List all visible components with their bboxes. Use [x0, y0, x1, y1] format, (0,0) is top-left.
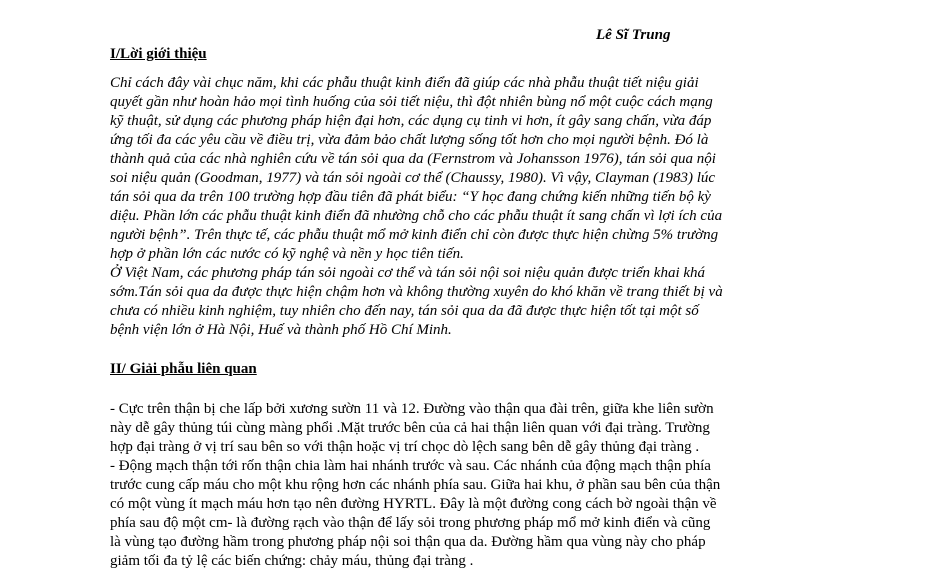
intro-line: ứng tối đa các yêu cầu về điều trị, vừa đảm bảo chất lượng sống tốt hơn cho mọi người bệnh. Đó là [110, 132, 709, 148]
intro-line: kỹ thuật, sử dụng các phương pháp hiện đại hơn, các dụng cụ tinh vi hơn, ít gây sang chấn, vừa đáp [110, 113, 712, 129]
section-heading-introduction: I/Lời giới thiệu [110, 46, 207, 62]
anatomy-line: này dễ gây thủng túi cùng màng phổi .Mặt trước bên của cả hai thận liên quan với đại tràng. Trường [110, 420, 710, 436]
intro-line: hợp ở phần lớn các nước có kỹ nghệ và nền y học tiên tiến. [110, 246, 464, 262]
artery-line: giảm tối đa tỷ lệ các biến chứng: chảy máu, thủng đại tràng . [110, 553, 474, 569]
artery-line: - Động mạch thận tới rốn thận chia làm hai nhánh trước và sau. Các nhánh của động mạch thận phía [110, 458, 711, 474]
vietnam-line: Ở Việt Nam, các phương pháp tán sỏi ngoài cơ thể và tán sỏi nội soi niệu quản được triển khai khá [110, 265, 706, 281]
artery-line: là vùng tạo đường hầm trong phương pháp nội soi thận qua da. Đường hầm qua vùng này cho pháp [110, 534, 706, 550]
vietnam-line: chưa có nhiều kinh nghiệm, tuy nhiên cho đến nay, tán sỏi qua da đã được thực hiện tốt tại một số [110, 303, 699, 319]
vietnam-line: sớm.Tán sỏi qua da được thực hiện chậm hơn và không thường xuyên do khó khăn về trang thiết bị và [110, 284, 723, 300]
anatomy-line: - Cực trên thận bị che lấp bởi xương sườn 11 và 12. Đường vào thận qua đài trên, giữa khe liên sườn [110, 401, 714, 417]
anatomy-line: hợp đại tràng ở vị trí sau bên so với thận hoặc vị trí chọc dò lệch sang bên dễ gây thủng đại tràng . [110, 439, 700, 455]
intro-line: Chỉ cách đây vài chục năm, khi các phẫu thuật kinh điển đã giúp các nhà phẫu thuật tiết niệu giải [110, 75, 699, 91]
artery-line: trước cung cấp máu cho một khu rộng hơn các nhánh phía sau. Giữa hai khu, ở phần sau bên của thận [110, 477, 721, 493]
vietnam-line: bệnh viện lớn ở Hà Nội, Huế và thành phố Hồ Chí Minh. [110, 322, 452, 338]
author-name: Lê Sĩ Trung [596, 27, 671, 43]
intro-line: diệu. Phần lớn các phẫu thuật kinh điển đã nhường chỗ cho các phẫu thuật ít sang chấn vì lợi ích của [110, 208, 723, 224]
artery-line: phía sau độ một cm- là đường rạch vào thận để lấy sỏi trong phương pháp mổ mở kinh điển và cũng [110, 515, 711, 531]
intro-line: tán sỏi qua da trên 100 trường hợp đầu tiên đã phát biểu: “Y học đang chứng kiến những tiến bộ kỳ [110, 189, 711, 205]
intro-line: người bệnh”. Trên thực tế, các phẫu thuật mổ mở kinh điển chỉ còn được thực hiện chừng 5% trường [110, 227, 719, 243]
artery-line: có một vùng ít mạch máu hơn tạo nên đường HYRTL. Đây là một đường cong cách bờ ngoài thận về [110, 496, 717, 512]
intro-line: thành quả của các nhà nghiên cứu về tán sỏi qua da (Fernstrom và Johansson 1976), tán sỏi qua nội [110, 151, 716, 167]
intro-line: quyết gần như hoàn hảo mọi tình huống của sỏi tiết niệu, thì đột nhiên bùng nổ một cuộc cách mạng [110, 94, 713, 110]
intro-line: soi niệu quản (Goodman, 1977) và tán sỏi ngoài cơ thể (Chaussy, 1980). Vì vậy, Clayman (1983) lúc [110, 170, 716, 186]
section-heading-anatomy: II/ Giải phẫu liên quan [110, 361, 257, 377]
